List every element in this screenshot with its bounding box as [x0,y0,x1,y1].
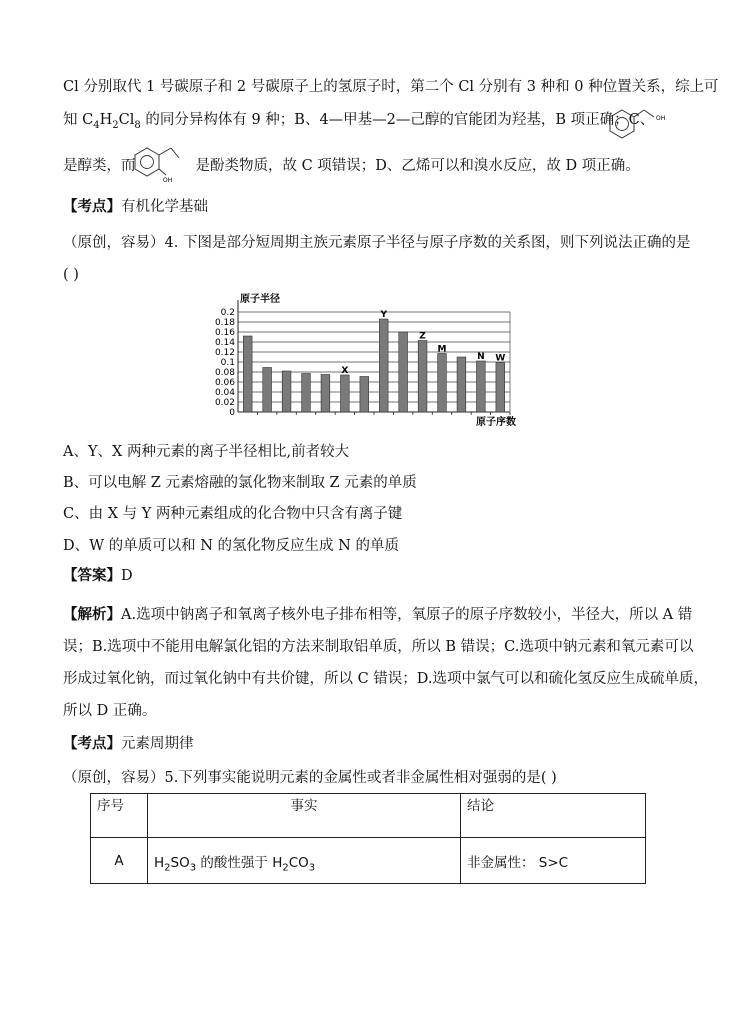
oh-label: OH [163,177,173,184]
row-id: A [91,838,148,884]
y-tick-label: 0.18 [214,318,235,328]
oh-label: OH [656,115,666,122]
y-tick-label: 0.1 [220,358,235,368]
y-axis-label: 原子半径 [240,294,280,305]
bar [379,319,388,412]
kaodian-periodic: 【考点】元素周期律 [63,735,194,752]
question-4-stem: （原创，容易）4. 下图是部分短周期主族元素原子半径与原子序数的关系图，则下列说法正确的是 [63,235,691,251]
bar-label: Z [419,331,426,342]
text-line-1: Cl 分别取代 1 号碳原子和 2 号碳原子上的氢原子时，第二个 Cl 分别有 3 种和 0 种位置关系，综上可 [63,79,719,95]
header-number: 序号 [91,794,148,838]
facts-table [90,793,646,884]
atomic-radius-chart [210,290,540,430]
y-tick-label: 0.04 [214,388,235,398]
question-4-paren: ( ) [63,267,79,283]
bar [340,375,349,412]
option-d: D、W 的单质可以和 N 的氢化物反应生成 N 的单质 [63,538,399,554]
analysis-line-1: 【解析】A.选项中钠离子和氧离子核外电子排布相等，氧原子的原子序数较小，半径大，所以 A 错 [63,606,693,623]
bar [418,341,427,413]
bar [263,368,272,413]
y-tick-label: 0 [229,408,235,418]
table-row [91,838,646,884]
analysis-line-3: 形成过氧化钠，而过氧化钠中有共价键，所以 C 错误；D.选项中氯气可以和硫化氢反应生成硫单质， [63,671,709,687]
bar [438,354,447,413]
row-fact: $H_2SO_3$ 的酸性强于 $H_2CO_3$ [148,838,461,884]
y-tick-label: 0.02 [214,398,235,408]
header-fact: 事实 [148,794,461,838]
kaodian-organic: 【考点】有机化学基础 [63,198,208,215]
text-line-3: 是醇类，而 是酚类物质，故 C 项错误；D、乙烯可以和溴水反应，故 D 项正确。 [63,158,640,174]
option-b: B、可以电解 Z 元素熔融的氯化物来制取 Z 元素的单质 [63,475,417,491]
bar [476,361,485,412]
question-5-stem: （原创，容易）5.下列事实能说明元素的金属性或者非金属性相对强弱的是( ) [63,770,557,786]
row-conclusion: 非金属性： S>C [461,838,646,884]
answer: 【答案】D [63,567,133,584]
table-header-row [91,794,646,838]
y-tick-label: 0.12 [214,348,235,358]
bar [321,375,330,413]
bar [282,371,291,412]
bar [457,357,466,412]
header-conclusion: 结论 [461,794,646,838]
y-tick-label: 0.06 [214,378,235,388]
y-tick-label: 0.08 [214,368,235,378]
y-tick-label: 0.16 [214,328,235,338]
analysis-line-4: 所以 D 正确。 [63,703,157,719]
bar [243,336,252,412]
bar-label: M [437,344,447,355]
bar [302,374,311,413]
analysis-line-2: 误；B.选项中不能用电解氯化铝的方法来制取铝单质，所以 B 错误；C.选项中钠元素和氧元素可以 [63,639,694,655]
bar-label: X [341,366,349,376]
bar-label: Y [380,310,387,320]
option-c: C、由 X 与 Y 两种元素组成的化合物中只含有离子键 [63,506,403,522]
option-a: A、Y、X 两种元素的离子半径相比,前者较大 [63,444,350,460]
text-line-2: 知 $C_4H_2Cl_8$ 的同分异构体有 9 种；B、4—甲基—2—己醇的官能团为羟基，B 项正确；C、 [63,112,655,131]
bar [360,377,369,413]
bar [399,332,408,412]
methylphenol-structure [133,144,183,184]
x-axis-label: 原子序数 [476,417,516,428]
bar [496,363,505,413]
benzyl-alcohol-structure [608,106,670,140]
bar-label: W [495,353,506,364]
y-tick-label: 0.14 [214,338,235,348]
bar-label: N [477,352,485,362]
y-tick-label: 0.2 [220,308,235,318]
